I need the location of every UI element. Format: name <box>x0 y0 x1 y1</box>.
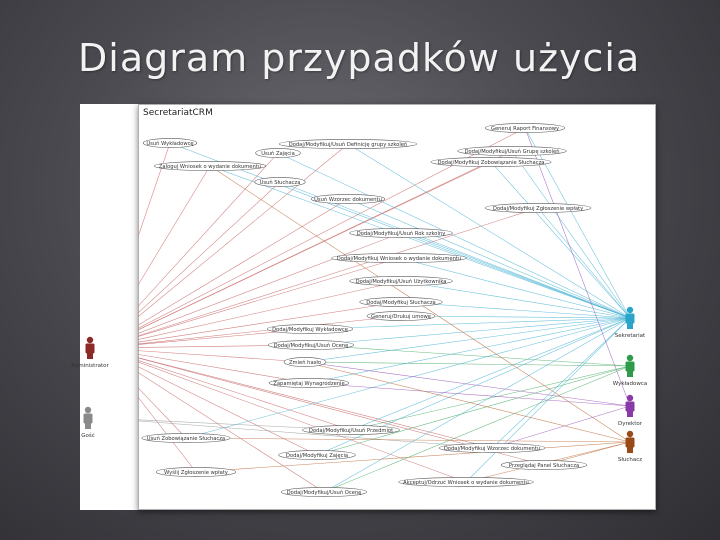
use-case-uc9 <box>311 194 385 203</box>
use-case-uc5 <box>256 148 301 157</box>
actor-legs <box>87 353 93 359</box>
use-case-label: Dodaj/Modyfikuj/Usuń Ocenę <box>286 489 362 496</box>
actor-head <box>627 307 633 313</box>
use-case-uc27 <box>281 487 366 496</box>
use-case-label: Zapamiętaj Wynagrodzenie <box>273 380 345 387</box>
use-case-label: Usuń Wykładowcę <box>146 140 194 147</box>
use-case-label: Dodaj/Modyfikuj/Usuń Grupę szkoleń <box>464 148 560 155</box>
use-case-label: Wyślij Zgłoszenie wpłaty <box>164 469 228 476</box>
use-case-label: Zmień hasło <box>289 359 321 366</box>
use-case-uc21 <box>142 433 230 442</box>
actor-body <box>626 438 635 448</box>
actor-label: Gość <box>81 433 95 439</box>
use-case-uc18 <box>284 357 326 366</box>
use-case-uc15 <box>367 311 435 320</box>
actor-body <box>626 362 635 372</box>
use-case-label: Usuń Zajęcia <box>261 150 295 157</box>
use-case-uc17 <box>268 340 353 349</box>
use-case-uc7 <box>154 161 266 170</box>
use-case-uc6 <box>431 157 551 166</box>
use-case-uc4 <box>458 146 567 155</box>
use-case-label: Akceptuj/Odrzuć Wniosek o wydanie dokumentu <box>403 479 529 486</box>
use-case-uc3 <box>279 139 417 148</box>
package-name: SecretariatCRM <box>143 108 213 118</box>
use-case-diagram <box>138 104 656 510</box>
actor-administrator <box>71 337 109 369</box>
use-case-uc14 <box>360 297 443 306</box>
actor-label: Administrator <box>71 363 109 369</box>
actor-label: Dyrektor <box>618 421 642 427</box>
use-case-label: Zaloguj Wniosek o wydanie dokumentu <box>158 163 262 170</box>
use-case-uc11 <box>350 228 453 237</box>
diagram-frame <box>138 104 656 510</box>
use-case-label: Usuń Zobowiązanie Słuchacza <box>146 435 226 442</box>
use-case-label: Generuj/Drukuj umowę <box>371 313 431 320</box>
use-case-uc2 <box>143 138 197 147</box>
use-case-label: Usuń Słuchacza <box>259 179 301 186</box>
use-case-label: Dodaj/Modyfikuj/Usuń Ocenę <box>273 342 349 349</box>
actor-label: Słuchacz <box>617 457 643 463</box>
actor-head <box>627 395 633 401</box>
use-case-uc16 <box>267 324 352 333</box>
use-case-label: Usuń Wzorzec dokumentu <box>314 196 382 203</box>
use-case-label: Dodaj/Modyfikuj Wykładowcę <box>272 326 348 333</box>
use-case-label: Dodaj/Modyfikuj Zgłoszenie wpłaty <box>492 205 584 212</box>
use-case-uc13 <box>350 276 453 285</box>
slide-title: Diagram przypadków użycia <box>78 36 641 80</box>
use-case-label: Generuj Raport Finansowy <box>490 125 560 132</box>
actor-label: Wykładowca <box>612 381 648 387</box>
use-case-uc10 <box>485 203 591 212</box>
use-case-label: Dodaj/Modyfikuj Wniosek o wydanie dokumentu <box>336 255 462 262</box>
use-case-label: Dodaj/Modyfikuj Wzorzec dokumentu <box>443 445 541 452</box>
use-case-uc22 <box>439 443 545 452</box>
actor-head <box>627 431 633 437</box>
use-case-uc23 <box>279 450 356 459</box>
use-case-label: Dodaj/Modyfikuj/Usuń Użytkownika <box>355 278 447 285</box>
use-case-label: Dodaj/Modyfikuj Słuchacza <box>366 299 436 306</box>
left-actors <box>71 337 109 439</box>
use-case-uc19 <box>269 378 349 387</box>
actor-head <box>87 337 93 343</box>
actor-label: Sekretariat <box>614 333 646 339</box>
actor-body <box>84 414 93 424</box>
actor-body <box>86 344 95 354</box>
actor-legs <box>85 423 91 429</box>
use-case-label: Dodaj/Modyfikuj Zajęcia <box>285 452 349 459</box>
use-case-label: Dodaj/Modyfikuj/Usuń Przedmiot <box>308 427 394 434</box>
actor-gosc <box>81 407 95 439</box>
use-case-label: Dodaj/Modyfikuj/Usuń Definicję grupy szkoleń <box>288 141 408 148</box>
actor-head <box>85 407 91 413</box>
use-case-label: Przeglądaj Panel Słuchacza <box>508 462 580 469</box>
use-case-uc1 <box>485 123 565 132</box>
use-case-uc24 <box>501 460 586 469</box>
use-case-uc20 <box>303 425 400 434</box>
use-case-label: Dodaj/Modyfikuj/Usuń Rok szkolny <box>356 230 446 237</box>
use-case-uc12 <box>332 253 467 262</box>
actor-legs <box>627 411 633 417</box>
actor-body <box>626 314 635 324</box>
actor-head <box>627 355 633 361</box>
actor-legs <box>627 447 633 453</box>
actor-legs <box>627 323 633 329</box>
use-case-label: Dodaj/Modyfikuj Zobowiązanie Słuchacza <box>437 159 545 166</box>
use-case-uc26 <box>399 477 534 486</box>
use-case-uc25 <box>156 467 236 476</box>
actor-legs <box>627 371 633 377</box>
use-case-uc8 <box>255 177 306 186</box>
actor-body <box>626 402 635 412</box>
